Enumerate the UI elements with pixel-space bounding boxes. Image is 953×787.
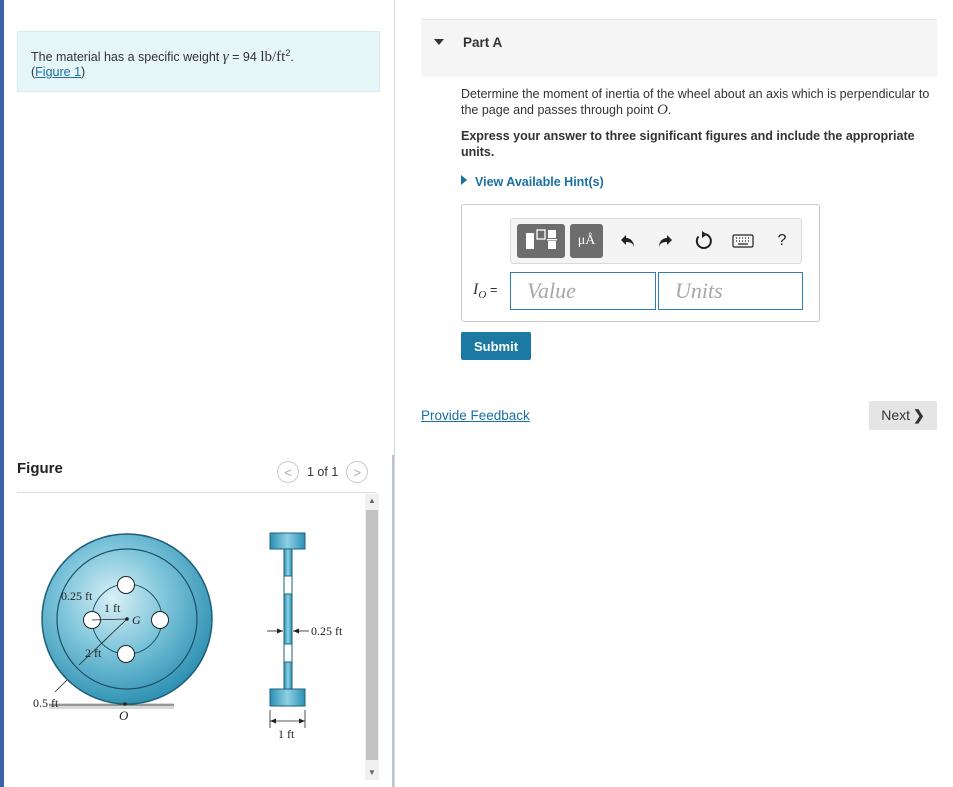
- side-hole-top: [284, 576, 292, 594]
- hole-bottom: [118, 646, 135, 663]
- part-a-header[interactable]: [421, 19, 937, 77]
- templates-icon-box-3: [548, 230, 556, 238]
- panel-divider: [394, 0, 395, 787]
- label-rim: 0.5 ft: [33, 696, 59, 710]
- redo-icon: [656, 232, 674, 250]
- answer-box: [461, 204, 820, 322]
- question-body: Determine the moment of inertia of the wheel about an axis which is perpendicular to the page and passes through point: [461, 87, 930, 117]
- undo-icon: [619, 232, 637, 250]
- undo-icon-path: [621, 235, 634, 247]
- scroll-down-icon[interactable]: ▼: [368, 768, 376, 777]
- problem-statement: [17, 31, 380, 92]
- keyboard-icon: [732, 234, 754, 248]
- templates-icon-box-1: [526, 233, 534, 249]
- thickness-arrowhead-right: [293, 629, 299, 634]
- left-edge-bar: [0, 0, 4, 787]
- view-hints-label: View Available Hint(s): [475, 175, 604, 189]
- answer-label-subscript: O: [478, 289, 487, 302]
- point-o-dot: [123, 702, 127, 706]
- provide-feedback-link[interactable]: Provide Feedback: [421, 408, 530, 423]
- problem-unit-exponent: 2: [285, 48, 291, 58]
- figure-link[interactable]: Figure 1: [35, 65, 82, 79]
- answer-label: [473, 281, 498, 301]
- question-suffix: .: [667, 102, 672, 117]
- problem-text-prefix: The material has a specific weight: [31, 50, 223, 65]
- width-arrowhead-left: [270, 719, 276, 724]
- label-center-g: G: [132, 613, 141, 627]
- label-width: 1 ft: [278, 727, 295, 741]
- rim-leader: [55, 680, 67, 692]
- templates-icon: [517, 224, 565, 258]
- wheel-figure: [17, 500, 357, 745]
- view-hints-toggle[interactable]: [461, 175, 604, 189]
- ground-shadow: [49, 703, 174, 709]
- problem-text: [31, 45, 294, 66]
- problem-value: = 94: [228, 50, 261, 65]
- question-point: O: [656, 101, 668, 118]
- next-button-label: Next: [881, 407, 911, 423]
- value-input[interactable]: [510, 272, 656, 310]
- templates-button[interactable]: [517, 224, 565, 258]
- figure-scrollbar[interactable]: [365, 494, 379, 780]
- caret-down-icon: [434, 39, 444, 45]
- math-toolbar: [510, 218, 802, 264]
- figure-link-open: (: [31, 65, 36, 79]
- label-hole-offset: 1 ft: [104, 601, 121, 615]
- label-inner-radius: 0.25 ft: [61, 589, 93, 603]
- chevron-right-icon: ❯: [913, 407, 925, 423]
- figure-pager: [277, 461, 368, 483]
- help-button[interactable]: ?: [777, 232, 787, 249]
- figure-page-indicator: 1 of 1: [307, 465, 339, 479]
- gamma-symbol: γ: [222, 49, 229, 66]
- figure-prev-button[interactable]: [277, 461, 299, 483]
- answer-label-symbol: I: [473, 281, 479, 298]
- problem-unit: lb/ft: [260, 49, 286, 66]
- reset-icon-arrowhead: [702, 231, 707, 238]
- part-a-title: Part A: [463, 35, 503, 50]
- side-hub-bottom: [270, 689, 305, 706]
- templates-icon-bar: [547, 239, 557, 240]
- thickness-arrowhead-left: [277, 629, 283, 634]
- problem-period: .: [290, 50, 294, 65]
- panel-divider-accent: [392, 455, 394, 787]
- chevron-right-icon: >: [353, 464, 362, 480]
- redo-button[interactable]: [652, 227, 678, 255]
- figure-link-close: ): [81, 65, 86, 79]
- keyboard-icon-keys: [736, 238, 749, 244]
- figure-divider: [17, 492, 377, 493]
- hole-right: [152, 612, 169, 629]
- center-point-g: [125, 617, 129, 621]
- scroll-thumb[interactable]: [366, 510, 378, 760]
- caret-right-icon: [461, 175, 467, 185]
- width-arrowhead-right: [299, 719, 305, 724]
- figure-next-button[interactable]: [346, 461, 368, 483]
- templates-icon-box-2: [537, 230, 545, 239]
- reset-button[interactable]: [691, 227, 717, 255]
- next-button[interactable]: [869, 401, 937, 430]
- label-point-o: O: [119, 708, 129, 723]
- question-text: [461, 87, 941, 118]
- chevron-left-icon: <: [284, 464, 292, 480]
- redo-icon-path: [659, 235, 672, 247]
- label-radius-2ft: 2 ft: [85, 646, 102, 660]
- answer-label-equals: =: [486, 282, 498, 297]
- undo-button[interactable]: [615, 227, 641, 255]
- hole-top: [118, 577, 135, 594]
- scroll-up-icon[interactable]: ▲: [368, 496, 376, 505]
- side-hub-top: [270, 533, 305, 549]
- keyboard-button[interactable]: [730, 227, 756, 255]
- units-input[interactable]: [658, 272, 803, 310]
- units-button[interactable]: μÅ: [570, 224, 603, 258]
- answer-instruction: Express your answer to three significant figures and include the appropriate units.: [461, 129, 915, 159]
- side-hole-bottom: [284, 644, 292, 662]
- side-web: [284, 549, 292, 689]
- figure-link-line: [31, 65, 85, 79]
- label-thickness: 0.25 ft: [311, 624, 343, 638]
- figure-title: Figure: [17, 460, 63, 477]
- reset-icon: [694, 231, 714, 251]
- templates-icon-box-4: [548, 241, 556, 249]
- submit-button[interactable]: Submit: [461, 332, 531, 360]
